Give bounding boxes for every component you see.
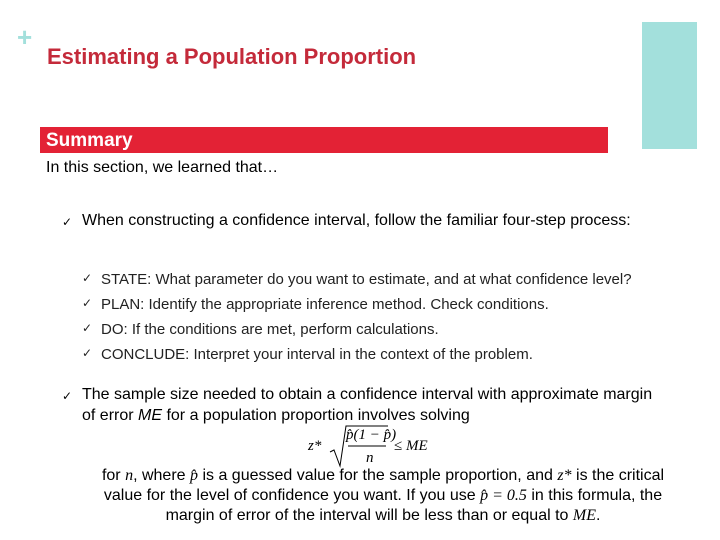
text-part: for (101, 467, 126, 484)
checkmark-icon: ✓ (82, 271, 93, 285)
me-term: ME (138, 407, 163, 424)
text-part: is the critical value for the level of confidence you want. If you use (103, 467, 665, 504)
math-z: z* (557, 467, 572, 484)
formula-rhs: ≤ ME (394, 438, 428, 454)
text-part: . (595, 507, 601, 524)
step-item (82, 321, 439, 338)
text-part: , where (133, 467, 190, 484)
checkmark-icon: ✓ (82, 321, 93, 335)
step-text: DO: If the conditions are met, perform calculations. (101, 321, 439, 338)
step-text: STATE: What parameter do you want to estimate, and at what confidence level? (101, 271, 632, 288)
intro-text: In this section, we learned that… (46, 159, 279, 176)
checkmark-icon: ✓ (82, 346, 93, 360)
text-part: in this formula, the margin of error of the interval will be less than or equal to (165, 487, 663, 524)
bullet-sample-size (62, 384, 662, 426)
formula-z: z* (308, 438, 322, 454)
text-part: is a guessed value for the sample proportion, and (198, 467, 558, 484)
plus-icon: + (17, 22, 33, 52)
math-n: n (125, 467, 134, 484)
explanation-paragraph (88, 466, 678, 526)
formula-numerator: p̂(1 − p̂) (346, 427, 397, 443)
math-phat: p̂ (190, 467, 198, 484)
step-item (82, 296, 549, 313)
checkmark-icon: ✓ (62, 215, 73, 229)
step-text: PLAN: Identify the appropriate inference method. Check conditions. (101, 296, 549, 313)
text-part: The sample size needed to obtain a confidence interval with approximate margin of error (82, 386, 653, 424)
bullet-text (82, 384, 662, 426)
text-part: for a population proportion involves solving (162, 407, 470, 424)
checkmark-icon: ✓ (82, 296, 93, 310)
formula-denominator: n (366, 450, 374, 466)
step-text: CONCLUDE: Interpret your interval in the context of the problem. (101, 346, 533, 363)
step-item (82, 346, 533, 363)
slide-title: Estimating a Population Proportion (47, 44, 417, 69)
math-me: ME (572, 507, 596, 524)
bullet-text: When constructing a confidence interval, follow the familiar four-step process: (82, 212, 631, 229)
bullet-four-step (62, 210, 642, 231)
summary-banner: Summary (40, 127, 608, 153)
step-item (82, 271, 632, 288)
checkmark-icon: ✓ (62, 389, 73, 403)
decorative-teal-bar (642, 22, 697, 149)
math-phat-eq: p̂ = 0.5 (480, 487, 527, 504)
